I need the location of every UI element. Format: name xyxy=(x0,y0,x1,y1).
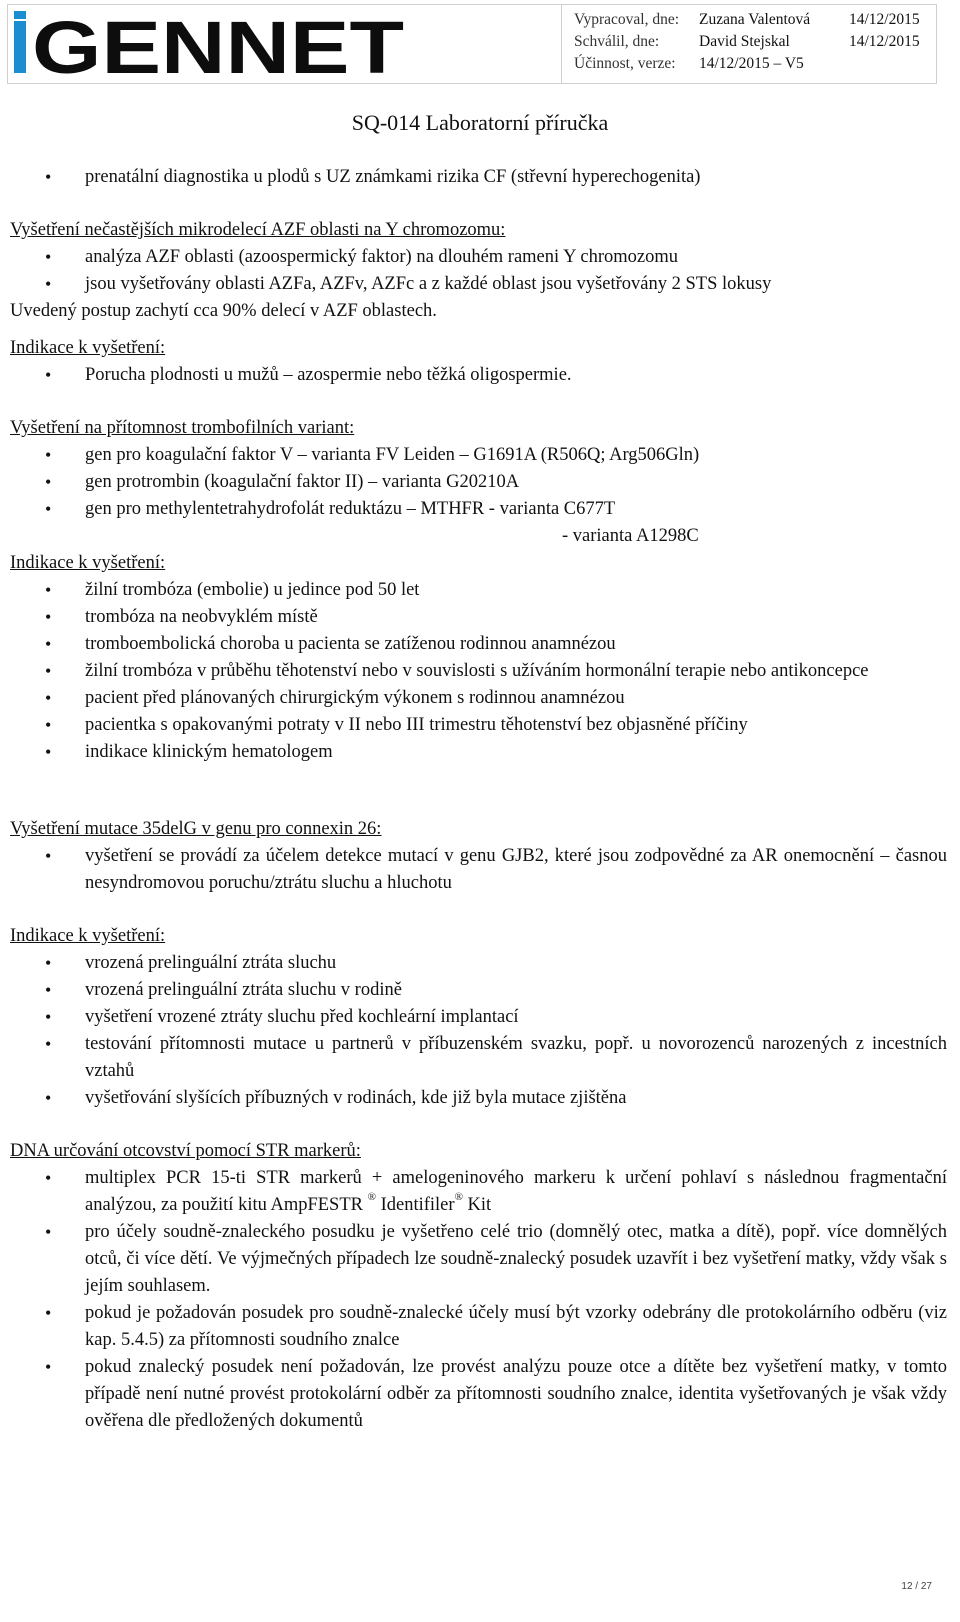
item-text: Kit xyxy=(467,1195,492,1215)
list-item: • žilní trombóza v průběhu těhotenství nebo v souvislosti s užíváním hormonální terapie nebo antikoncepce xyxy=(10,658,947,685)
registered-mark: ® xyxy=(454,1191,463,1203)
document-header xyxy=(7,4,937,84)
list-item: • gen protrombin (koagulační faktor II) – varianta G20210A xyxy=(10,469,947,496)
list-item: • gen pro methylentetrahydrofolát reduktázu – MTHFR - varianta C677T xyxy=(10,496,947,523)
list-item: • tromboembolická choroba u pacienta se zatíženou rodinnou anamnézou xyxy=(10,631,947,658)
list-item: • pro účely soudně-znaleckého posudku je vyšetřeno celé trio (domnělý otec, matka a dítě), popř. více domnělých otců, či více dětí. Ve výjmečných případech lze soudně-znalecký posudek uzavřít i bez vyšetření matky, vždy však s jejím souhlasem. xyxy=(10,1219,947,1300)
list-item: • trombóza na neobvyklém místě xyxy=(10,604,947,631)
meta-name: David Stejskal xyxy=(699,33,790,50)
item-text: multiplex PCR 15-ti STR markerů + amelogeninového markeru k určení pohlaví s následnou fragmentační analýzou, za použití kitu AmpFESTR xyxy=(85,1168,947,1215)
document-title: SQ-014 Laboratorní příručka xyxy=(351,110,609,135)
list-item: • vrozená prelinguální ztráta sluchu v rodině xyxy=(10,977,947,1004)
list-item: • vyšetření vrozené ztráty sluchu před kochleární implantací xyxy=(10,1004,947,1031)
list-item: • pokud znalecký posudek není požadován, lze provést analýzu pouze otce a dítěte bez vyšetření matky, v tomto případě není nutné provést protokolární odběr za přítomnosti soudního znalce, identita vyšetřovaných je však vždy ověřena dle předložených dokumentů xyxy=(10,1354,947,1435)
list-item: • indikace klinickým hematologem xyxy=(10,739,947,766)
meta-label: Schválil, dne: xyxy=(574,33,660,50)
list-item: • gen pro koagulační faktor V – varianta FV Leiden – G1691A (R506Q; Arg506Gln) xyxy=(10,442,947,469)
section-heading-azf: Vyšetření nečastějších mikrodelecí AZF oblasti na Y chromozomu: xyxy=(10,220,506,240)
document-body xyxy=(10,164,950,1435)
list-item: • jsou vyšetřovány oblasti AZFa, AZFv, AZFc a z každé oblast jsou vyšetřovány 2 STS lokusy xyxy=(10,271,947,298)
note-text: Uvedený postup zachytí cca 90% delecí v AZF oblastech. xyxy=(10,301,437,321)
section-heading-thrombophilia: Vyšetření na přítomnost trombofilních variant: xyxy=(10,418,355,438)
list-item: • pacient před plánovaných chirurgickým výkonem s rodinnou anamnézou xyxy=(10,685,947,712)
indication-label: Indikace k vyšetření: xyxy=(10,553,166,573)
list-item: • prenatální diagnostika u plodů s UZ známkami rizika CF (střevní hyperechogenita) xyxy=(10,164,947,191)
gennet-logo xyxy=(10,7,561,81)
meta-name: Zuzana Valentová xyxy=(699,11,811,28)
list-item xyxy=(10,1165,947,1219)
list-item: • pacientka s opakovanými potraty v II nebo III trimestru těhotenství bez objasněné příčiny xyxy=(10,712,947,739)
variant-continuation: - varianta A1298C xyxy=(562,526,699,546)
indication-label: Indikace k vyšetření: xyxy=(10,926,166,946)
list-item: • testování přítomnosti mutace u partnerů v příbuzenském svazku, popř. u novorozenců narozených z incestních vztahů xyxy=(10,1031,947,1085)
meta-version: 14/12/2015 – V5 xyxy=(699,55,804,72)
indication-label: Indikace k vyšetření: xyxy=(10,338,166,358)
list-item: • žilní trombóza (embolie) u jedince pod 50 let xyxy=(10,577,947,604)
item-text: Identifiler xyxy=(380,1195,455,1215)
section-heading-connexin: Vyšetření mutace 35delG v genu pro connexin 26: xyxy=(10,819,382,839)
section-heading-paternity: DNA určování otcovství pomocí STR markerů: xyxy=(10,1141,361,1161)
page-number: 12 / 27 xyxy=(901,1581,932,1592)
list-item: • pokud je požadován posudek pro soudně-znalecké účely musí být vzorky odebrány dle protokolárního odběru (viz kap. 5.4.5) za přítomnosti soudního znalce xyxy=(10,1300,947,1354)
meta-date: 14/12/2015 xyxy=(849,11,920,28)
meta-label: Účinnost, verze: xyxy=(574,55,676,72)
list-item: • analýza AZF oblasti (azoospermický faktor) na dlouhém rameni Y chromozomu xyxy=(10,244,947,271)
meta-label: Vypracoval, dne: xyxy=(574,11,680,28)
meta-date: 14/12/2015 xyxy=(849,33,920,50)
document-meta xyxy=(561,5,939,83)
list-item: • vyšetřování slyšících příbuzných v rodinách, kde již byla mutace zjištěna xyxy=(10,1085,947,1112)
registered-mark: ® xyxy=(367,1191,376,1203)
list-item: • vrozená prelinguální ztráta sluchu xyxy=(10,950,947,977)
gennet-logo-graphic xyxy=(10,7,561,81)
logo-text: GENNET xyxy=(32,7,404,81)
list-item: • Porucha plodnosti u mužů – azospermie nebo těžká oligospermie. xyxy=(10,362,947,389)
list-item: • vyšetření se provádí za účelem detekce mutací v genu GJB2, které jsou zodpovědné za AR onemocnění – časnou nesyndromovou poruchu/ztrátu sluchu a hluchotu xyxy=(10,843,947,897)
